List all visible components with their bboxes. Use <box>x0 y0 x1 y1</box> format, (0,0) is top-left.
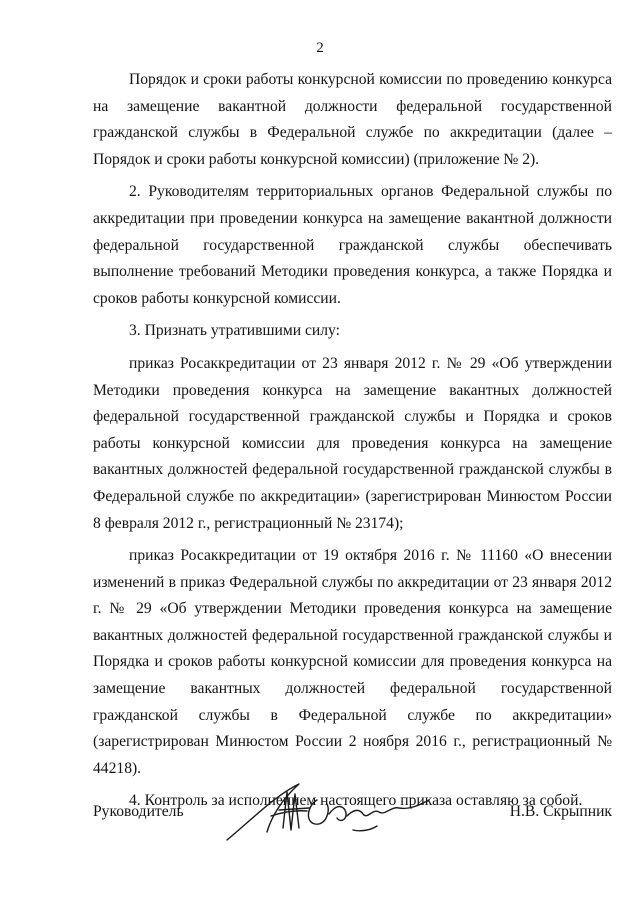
page-number: 2 <box>316 40 324 56</box>
signatory-position: Руководитель <box>93 803 184 820</box>
signature-block <box>93 770 612 860</box>
paragraph-repealed-order-2016: приказ Росаккредитации от 19 октября 2016 г. № 11160 «О внесении изменений в приказ Федеральной службы по аккредитации от 23 января 2012 г. № 29 «Об утверждении Методики проведения конкурса на замещение вакантных должностей федеральной государственной гражданской службы и Порядка и сроков работы конкурсной комиссии для проведения конкурса на замещение вакантных должностей федеральной государственной гражданской службы в Федеральной службе по аккредитации» (зарегистрирован Минюстом России 2 ноября 2016 г., регистрационный № 44218). <box>93 547 612 777</box>
paragraph-item-2: 2. Руководителям территориальных органов Федеральной службы по аккредитации при проведении конкурса на замещение вакантной должности федеральной государственной гражданской службы обеспечивать выполнение требований Методики проведения конкурса, а также Порядка и сроков работы конкурсной комиссии. <box>93 183 612 307</box>
document-body <box>93 67 612 815</box>
paragraph-repealed-order-2012: приказ Росаккредитации от 23 января 2012 г. № 29 «Об утверждении Методики проведения конкурса на замещение вакантных должностей федеральной государственной гражданской службы и Порядка и сроков работы конкурсной комиссии для проведения конкурса на замещение вакантных должностей федеральной государственной гражданской службы в Федеральной службе по аккредитации» (зарегистрирован Минюстом России 8 февраля 2012 г., регистрационный № 23174); <box>93 354 612 532</box>
paragraph-procedure-continuation: Порядок и сроки работы конкурсной комиссии по проведению конкурса на замещение вакантной должности федеральной государственной гражданской службы в Федеральной службе по аккредитации (далее – Порядок и сроки работы конкурсной комиссии) (приложение № 2). <box>93 71 612 168</box>
paragraph-item-4: 4. Контроль за исполнением настоящего приказа оставляю за собой. <box>129 792 583 810</box>
paragraph-item-3: 3. Признать утратившими силу: <box>129 322 340 340</box>
handwritten-signature <box>221 770 441 850</box>
signatory-name: Н.В. Скрыпник <box>509 803 612 820</box>
